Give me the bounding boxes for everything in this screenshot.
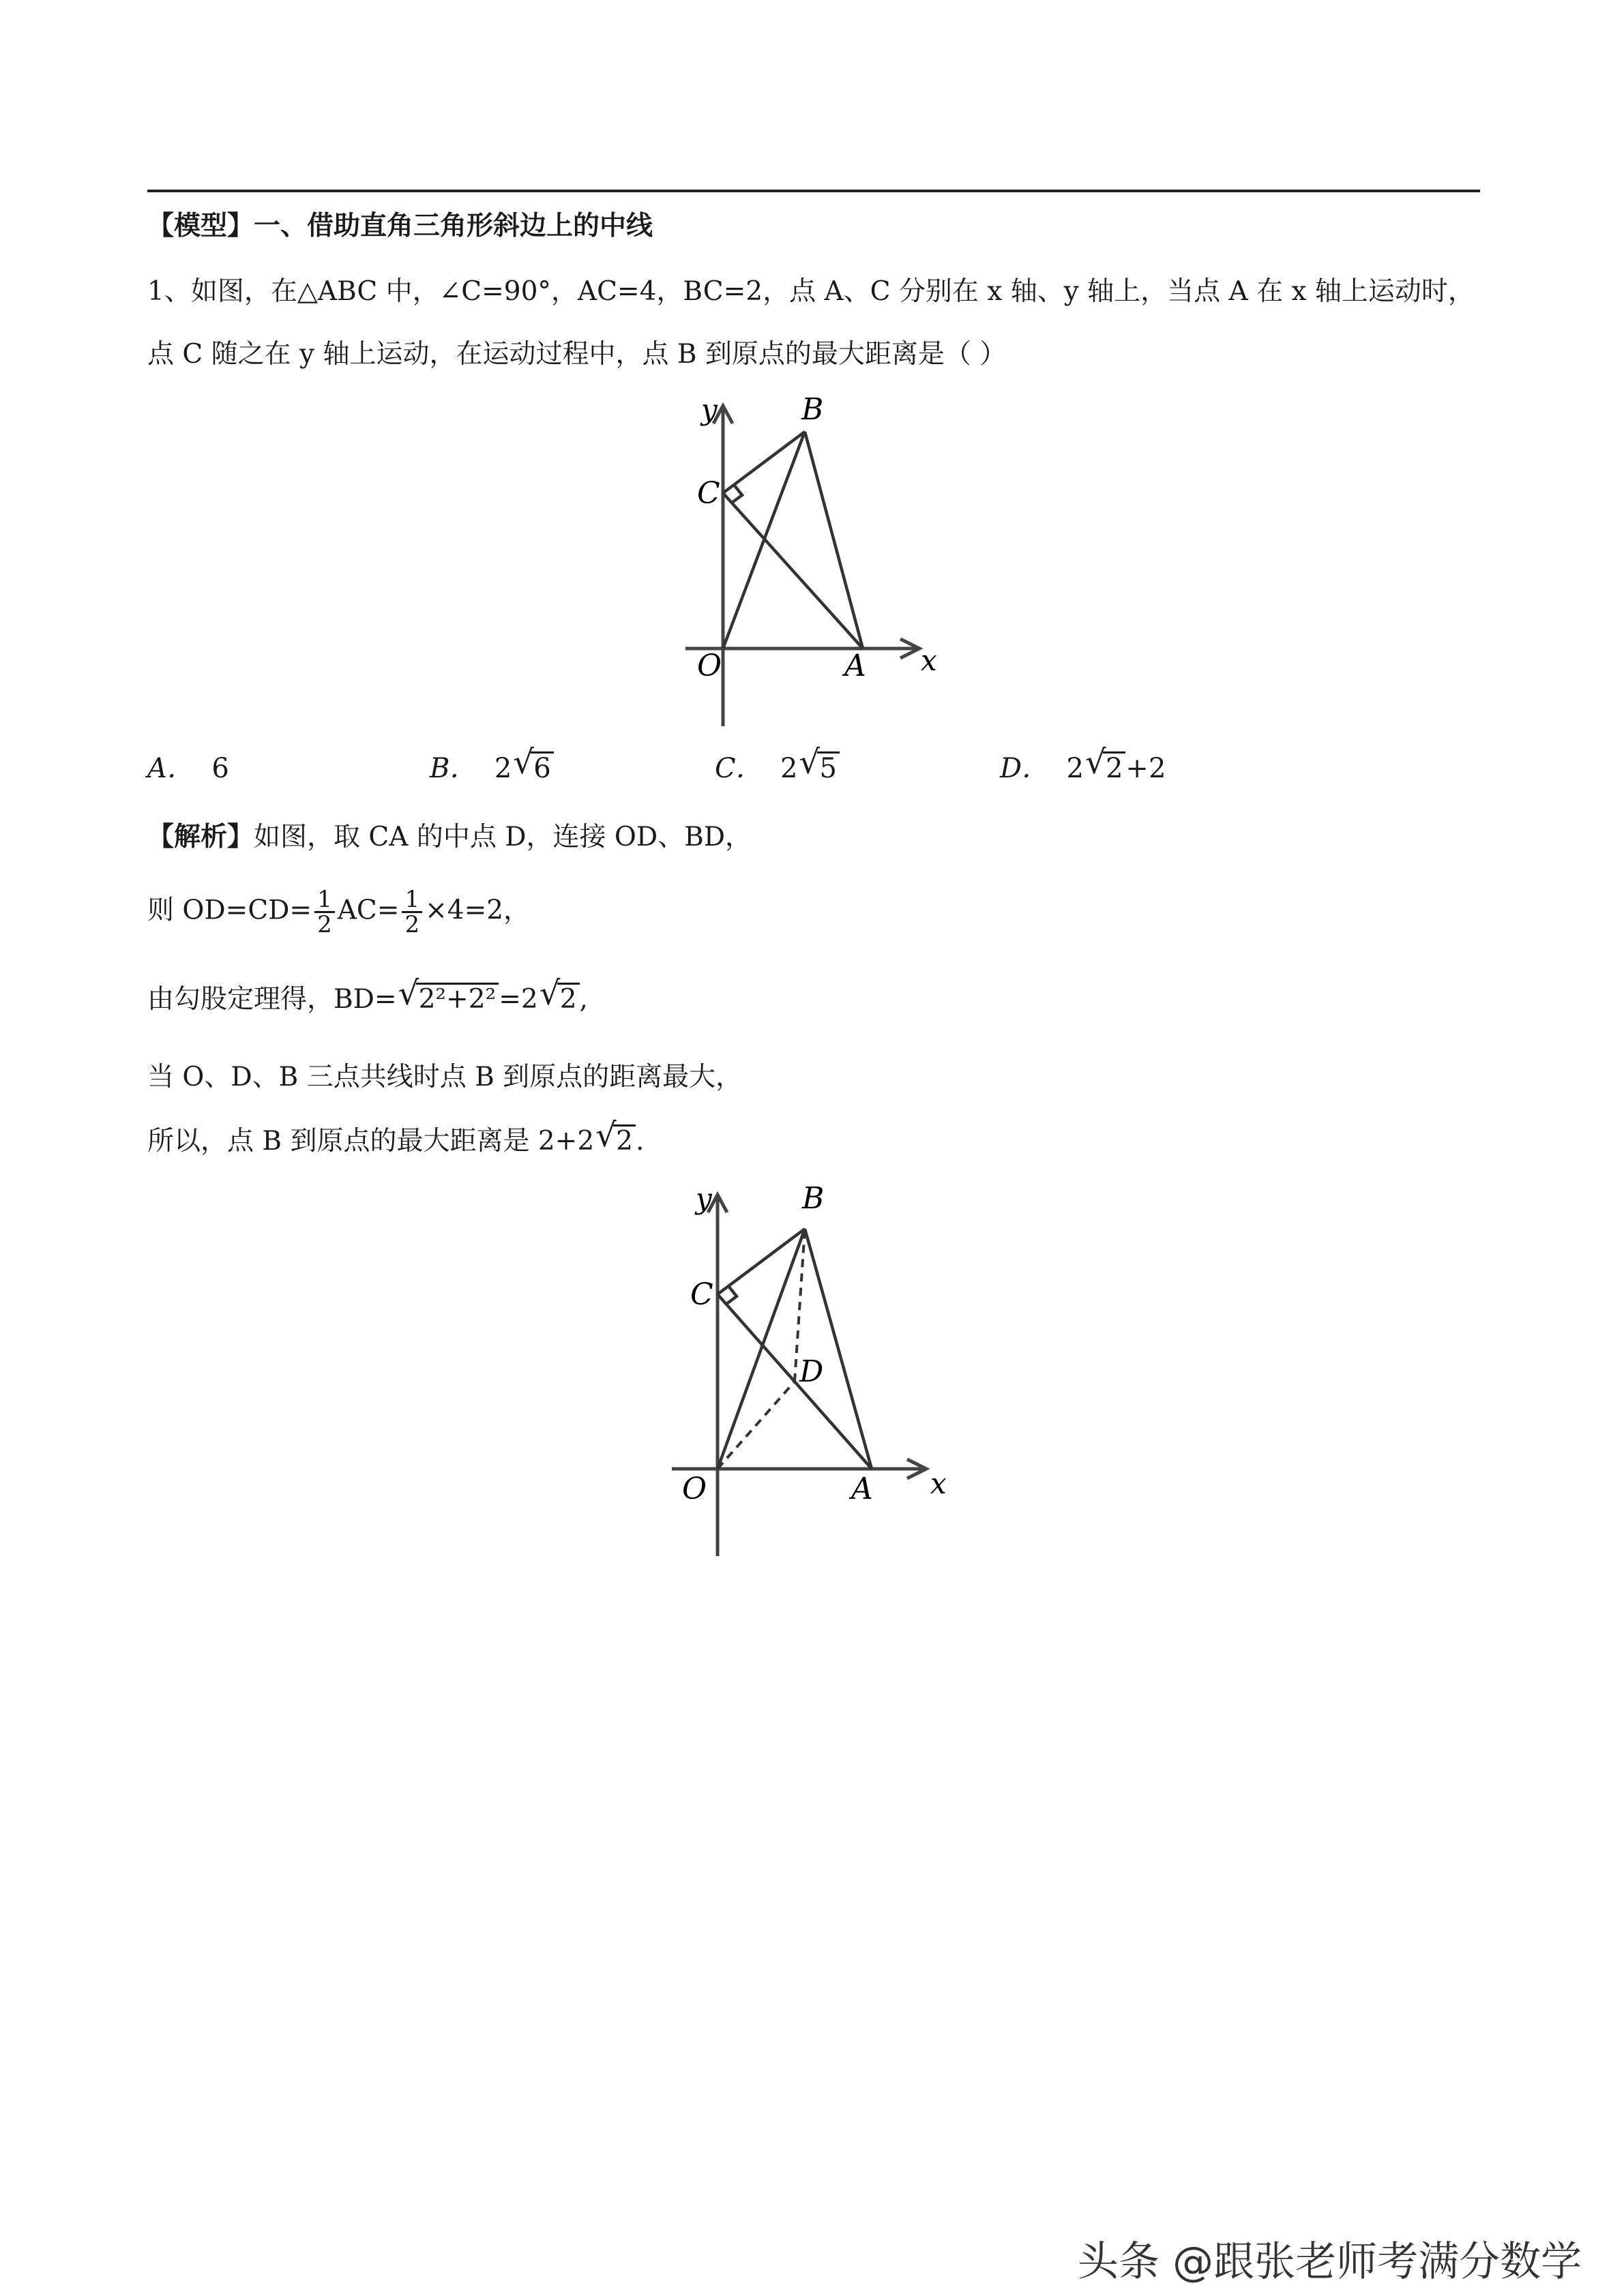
label-d-2: D — [799, 1354, 824, 1389]
label-o-2: O — [682, 1472, 707, 1506]
label-x-2: x — [930, 1467, 947, 1500]
label-b-1: B — [801, 392, 824, 427]
option-d: D． 2 √ 2 +2 — [1000, 743, 1166, 784]
question-line-1: 1、如图，在△ABC 中，∠C=90°，AC=4，BC=2，点 A、C 分别在 x 轴、y 轴上，当点 A 在 x 轴上运动时， — [147, 276, 1475, 307]
question-line-2: 点 C 随之在 y 轴上运动，在运动过程中，点 B 到原点的最大距离是（ ） — [147, 339, 1007, 370]
analysis-line-5: 所以，点 B 到原点的最大距离是 2+2 √ 2 . — [147, 1116, 645, 1157]
right-angle-mark-1 — [731, 485, 742, 503]
fraction-half-1: $\frac{1}{2}$ — [314, 888, 335, 936]
label-a-2: A — [851, 1472, 873, 1506]
analysis-line-2: 则 OD=CD= $\frac{1}{2}$ AC= $\frac{1}{2}$ ×4=2， — [147, 886, 531, 938]
figure-1 — [668, 392, 955, 733]
option-a: A． 6 — [147, 753, 229, 784]
figure-2 — [655, 1180, 969, 1562]
section-heading: 【模型】一、借助直角三角形斜边上的中线 — [147, 211, 653, 241]
segment-od-dashed — [718, 1382, 795, 1469]
analysis-line-4: 当 O、D、B 三点共线时点 B 到原点的距离最大， — [147, 1062, 743, 1092]
segment-ob-2 — [718, 1229, 805, 1469]
label-a-1: A — [844, 648, 866, 683]
label-c-1: C — [697, 476, 720, 511]
label-b-2: B — [802, 1181, 825, 1216]
top-rule — [147, 190, 1480, 192]
fraction-half-2: $\frac{1}{2}$ — [402, 888, 422, 936]
analysis-line-3: 由勾股定理得，BD= √ 2²+2² =2 √ 2 , — [147, 974, 588, 1015]
label-y-1: y — [701, 393, 718, 426]
label-c-2: C — [690, 1277, 713, 1312]
option-b: B． 2 √ 6 — [430, 748, 554, 789]
label-x-1: x — [921, 644, 937, 677]
watermark-text: 头条 @跟张老师考满分数学 — [1078, 2238, 1582, 2286]
option-c: C． 2 √ 5 — [715, 748, 840, 789]
right-angle-mark-2 — [726, 1286, 737, 1304]
label-o-1: O — [697, 648, 722, 683]
label-y-2: y — [696, 1182, 712, 1215]
analysis-line-1: 【解析】如图，取 CA 的中点 D，连接 OD、BD， — [147, 822, 752, 852]
